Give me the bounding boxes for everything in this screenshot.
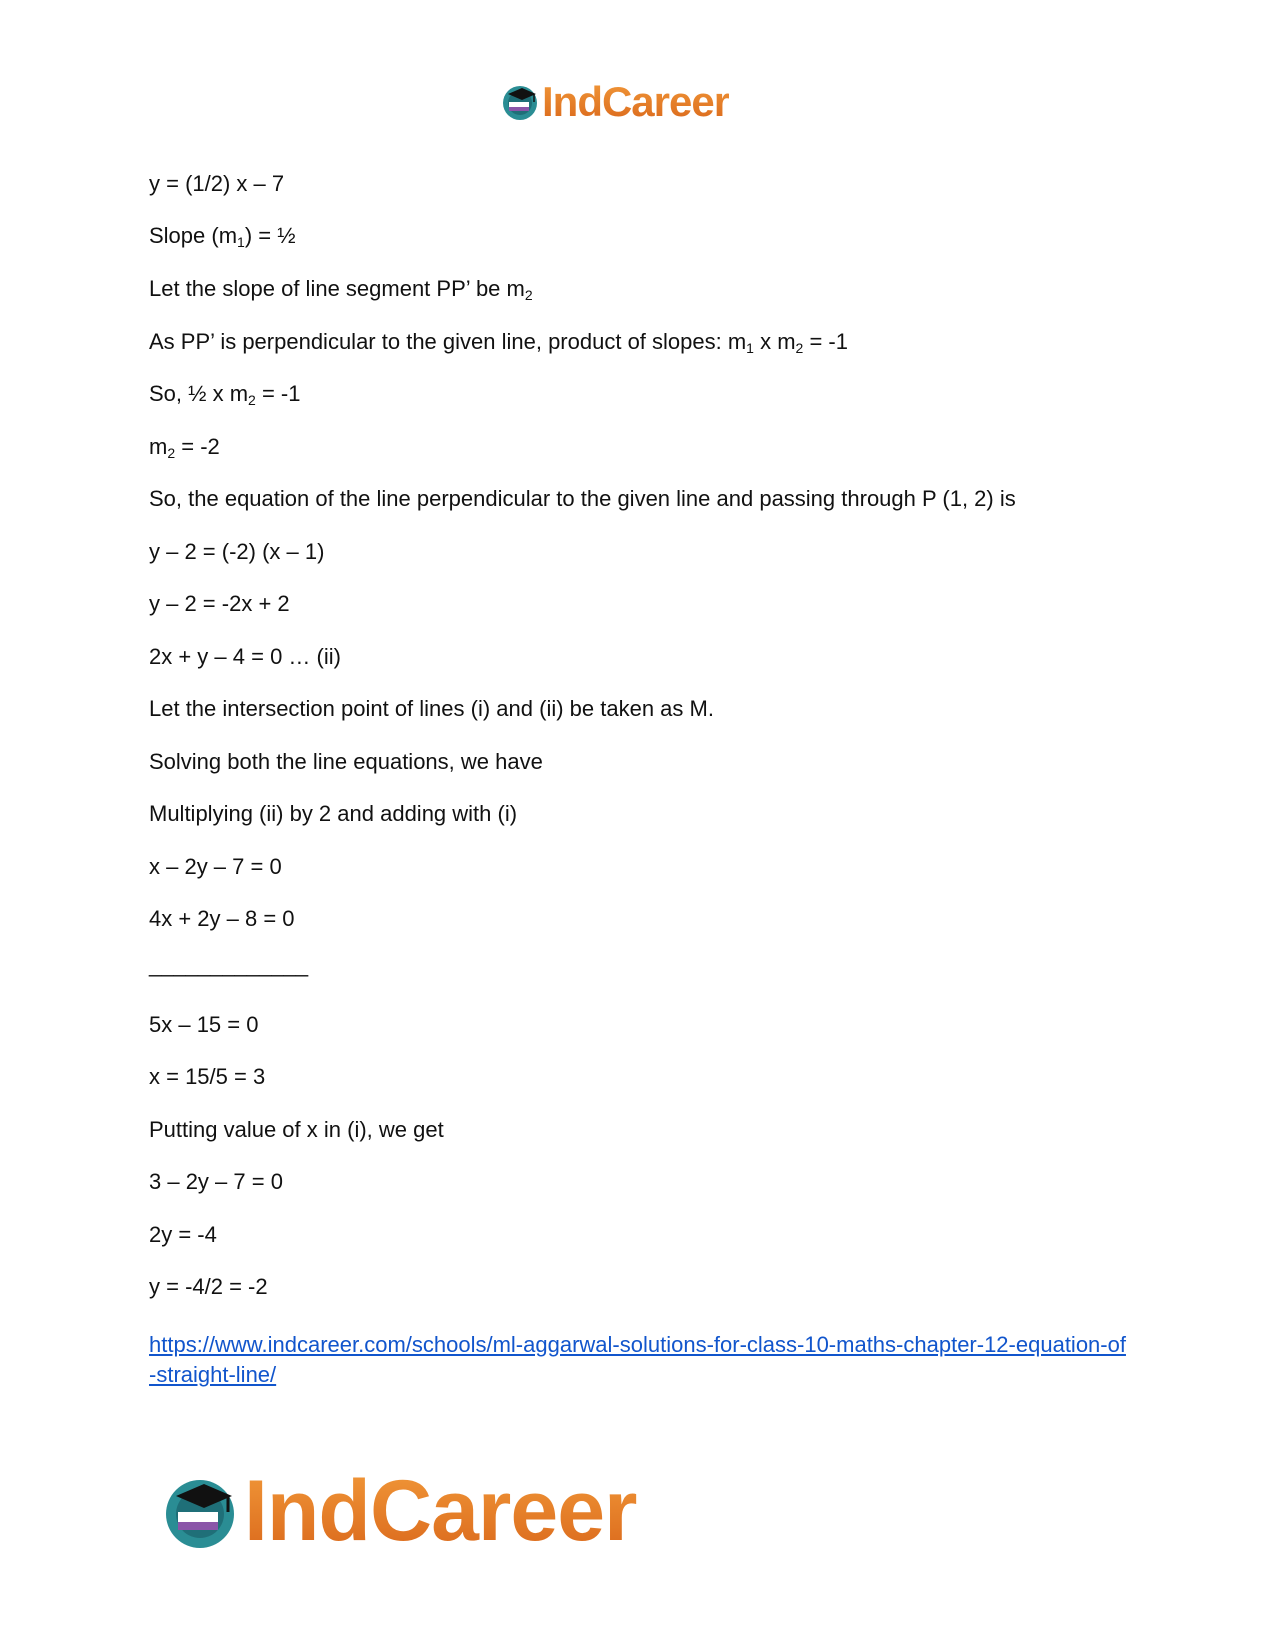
text-line: 5x – 15 = 0 (149, 1012, 259, 1037)
graduation-globe-icon (500, 82, 540, 122)
text-line: Putting value of x in (i), we get (149, 1117, 444, 1142)
graduation-globe-icon (160, 1472, 240, 1552)
text-line: Let the intersection point of lines (i) and (ii) be taken as M. (149, 696, 714, 721)
text-line: Solving both the line equations, we have (149, 749, 543, 774)
source-link[interactable]: https://www.indcareer.com/schools/ml-aggarwal-solutions-for-class-10-maths-chapter-12-equation-of-straight-line/ (149, 1332, 1126, 1387)
text-line: 3 – 2y – 7 = 0 (149, 1169, 283, 1194)
text-line: y – 2 = -2x + 2 (149, 591, 290, 616)
text-line: Slope $(m_1)$ = ½ (149, 223, 296, 250)
indcareer-logo-top (500, 78, 729, 126)
text-line: 2x + y – 4 = 0 … (ii) (149, 644, 341, 669)
text-line: x = 15/5 = 3 (149, 1064, 266, 1089)
text-line: Let the slope of line segment PP’ be $m_2$ (149, 276, 533, 303)
text-line: y = -4/2 = -2 (149, 1274, 268, 1299)
text-line: So, ½ x $m_2 = -1$ (149, 381, 301, 408)
separator-line: _____________ (149, 952, 309, 977)
logo-text: IndCareer (244, 1463, 637, 1559)
text-line: Multiplying (ii) by 2 and adding with (i) (149, 801, 518, 826)
text-line: x – 2y – 7 = 0 (149, 854, 282, 879)
indcareer-logo-bottom (160, 1462, 637, 1561)
text-line: y – 2 = (-2) (x – 1) (149, 539, 325, 564)
text-line: 2y = -4 (149, 1222, 217, 1247)
logo-text: IndCareer (542, 78, 730, 125)
text-line: As PP’ is perpendicular to the given line, product of slopes: $m_1$ x $m_2 = -1$ (149, 329, 848, 356)
text-line: $m_2 = -2$ (149, 434, 220, 461)
text-line: y = (1/2) x – 7 (149, 171, 285, 196)
text-line: So, the equation of the line perpendicular to the given line and passing through P (1, 2) is (149, 486, 1016, 511)
text-line: 4x + 2y – 8 = 0 (149, 906, 295, 931)
